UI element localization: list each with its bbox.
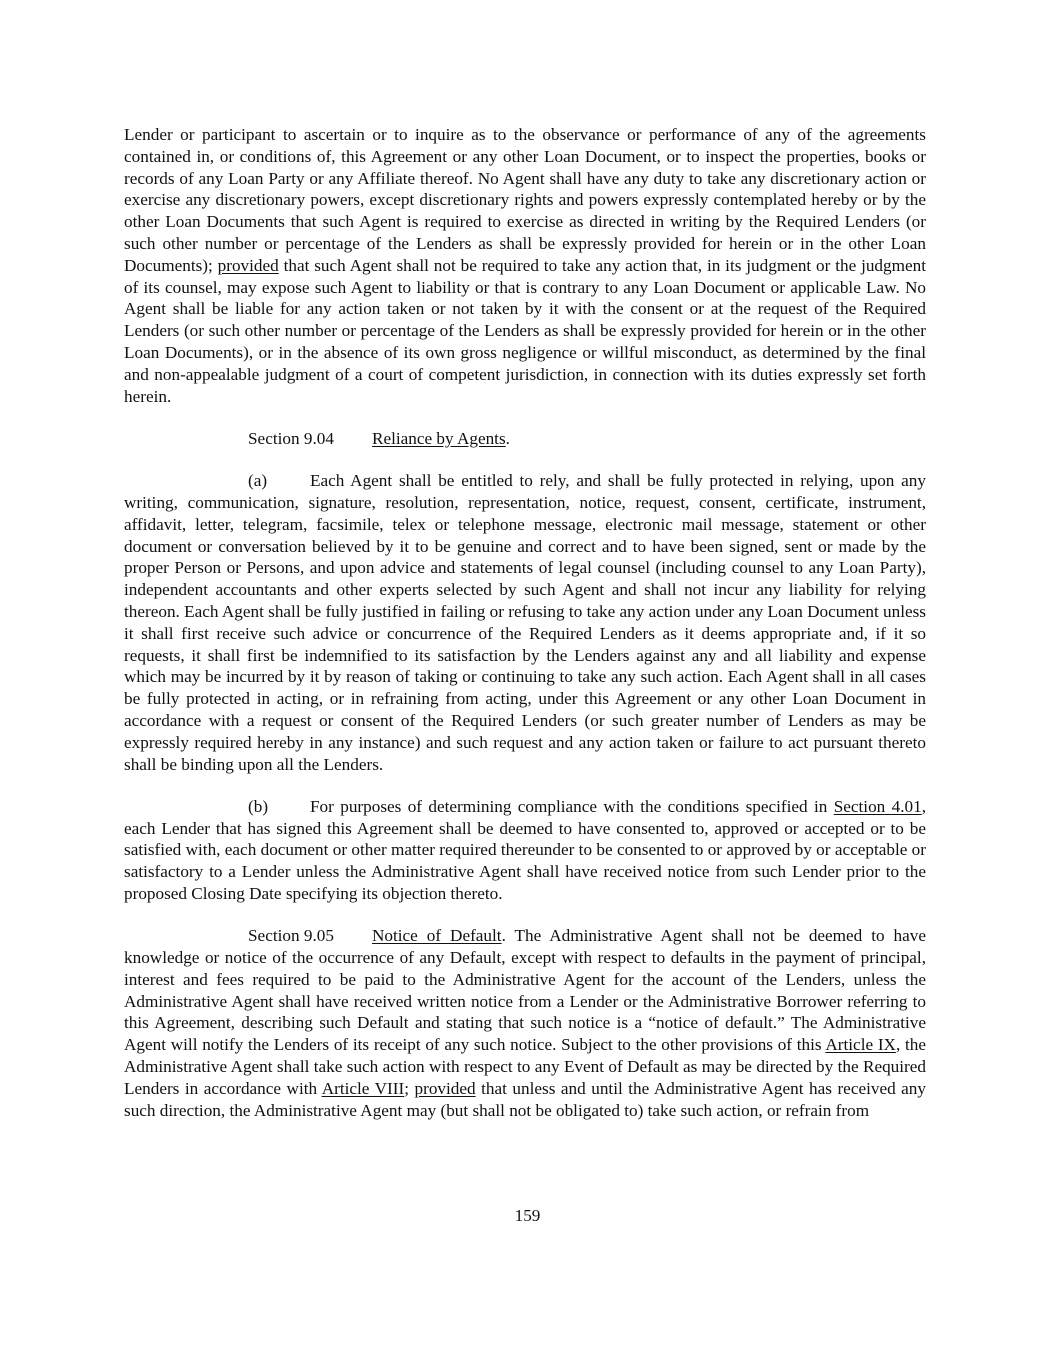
paragraph-label: (b) [248, 796, 269, 816]
paragraph-text-1: For purposes of determining compliance with the conditions specified in [310, 796, 834, 816]
section-text-1: . The Administrative Agent shall not be deemed to have knowledge or notice of the occurrence of any Default, except with respect to defaults in the payment of principal, interest and fees required to be paid to the Administrative Agent for the account of the Lenders, unless the Administrative Agent shall have received written notice from a Lender or the Administrative Borrower referring to this Agreement, describing such Default and stating that such notice is a “notice of default.” The Administrative Agent will notify the Lenders of its receipt of any such notice. Subject to the other provisions of this [124, 926, 926, 1055]
article-reference: Article VIII [321, 1078, 405, 1098]
section-title: Reliance by Agents [372, 428, 506, 448]
section-9-04-heading [124, 428, 926, 450]
section-number: Section 9.04 [248, 428, 334, 448]
paragraph-text-2: , each Lender that has signed this Agreement shall be deemed to have consented to, approved or accepted or to be satisfied with, each document or other matter required thereunder to be consented to or approved by or acceptable or satisfactory to a Lender unless the Administrative Agent shall have received notice from such Lender prior to the proposed Closing Date specifying its objection thereto. [124, 796, 926, 903]
intro-paragraph [124, 124, 926, 407]
paragraph-text: Each Agent shall be entitled to rely, and shall be fully protected in relying, upon any writing, communication, signature, resolution, representation, notice, request, consent, certificate, instrument, affidavit, letter, telegram, facsimile, telex or telephone message, electronic mail message, statement or other document or conversation believed by it to be genuine and correct and to have been signed, sent or made by the proper Person or Persons, and upon advice and statements of legal counsel (including counsel to any Loan Party), independent accountants and other experts selected by such Agent and shall not incur any liability for relying thereon. Each Agent shall be fully justified in failing or refusing to take any action under any Loan Document unless it shall first receive such advice or concurrence of the Required Lenders as it deems appropriate and, if it so requests, it shall first be indemnified to its satisfaction by the Lenders against any and all liability and expense which may be incurred by it by reason of taking or continuing to take any such action. Each Agent shall in all cases be fully protected in acting, or in refraining from acting, under this Agreement or any other Loan Document in accordance with a request or consent of the Required Lenders (or such greater number of Lenders as may be expressly required hereby in any instance) and such request and any action taken or failure to act pursuant thereto shall be binding upon all the Lenders. [124, 471, 926, 774]
intro-text-1: Lender or participant to ascertain or to inquire as to the observance or performance of any of the agreements contained in, or conditions of, this Agreement or any other Loan Document, or to inspect the properties, books or records of any Loan Party or any Affiliate thereof. No Agent shall have any duty to take any discretionary action or exercise any discretionary powers, except discretionary rights and powers expressly contemplated hereby or by the other Loan Documents that such Agent is required to exercise as directed in writing by the Required Lenders (or such other number or percentage of the Lenders as shall be expressly provided for herein or in the other Loan Documents); [124, 125, 926, 275]
provided-term: provided [217, 255, 279, 275]
provided-term: provided [414, 1078, 476, 1098]
section-text-2: , the Administrative Agent shall take such action with respect to any Event of Default as may be directed by the Required Lenders in accordance with [124, 1035, 926, 1098]
page-number: 159 [514, 1206, 541, 1225]
section-text-4: that unless and until the Administrative Agent has received any such direction, the Administrative Agent may (but shall not be obligated to) take such action, or refrain from [124, 1078, 926, 1120]
section-title-suffix: . [505, 428, 510, 448]
article-reference: Article IX [825, 1035, 896, 1055]
section-reference: Section 4.01 [833, 796, 922, 816]
section-9-04-paragraph-b [124, 796, 926, 905]
section-text-3: ; [404, 1078, 415, 1098]
intro-text-2: that such Agent shall not be required to take any action that, in its judgment or the judgment of its counsel, may expose such Agent to liability or that is contrary to any Loan Document or applicable Law. No Agent shall be liable for any action taken or not taken by it with the consent or at the request of the Required Lenders (or such other number or percentage of the Lenders as shall be expressly provided for herein or in the other Loan Documents), or in the absence of its own gross negligence or willful misconduct, as determined by the final and non-appealable judgment of a court of competent jurisdiction, in connection with its duties expressly set forth herein. [124, 255, 926, 406]
section-9-04-paragraph-a [124, 470, 926, 775]
section-title: Notice of Default [372, 926, 502, 946]
paragraph-label: (a) [248, 471, 268, 491]
document-page [124, 124, 926, 1142]
section-9-05-paragraph [124, 925, 926, 1121]
section-number: Section 9.05 [248, 926, 334, 946]
